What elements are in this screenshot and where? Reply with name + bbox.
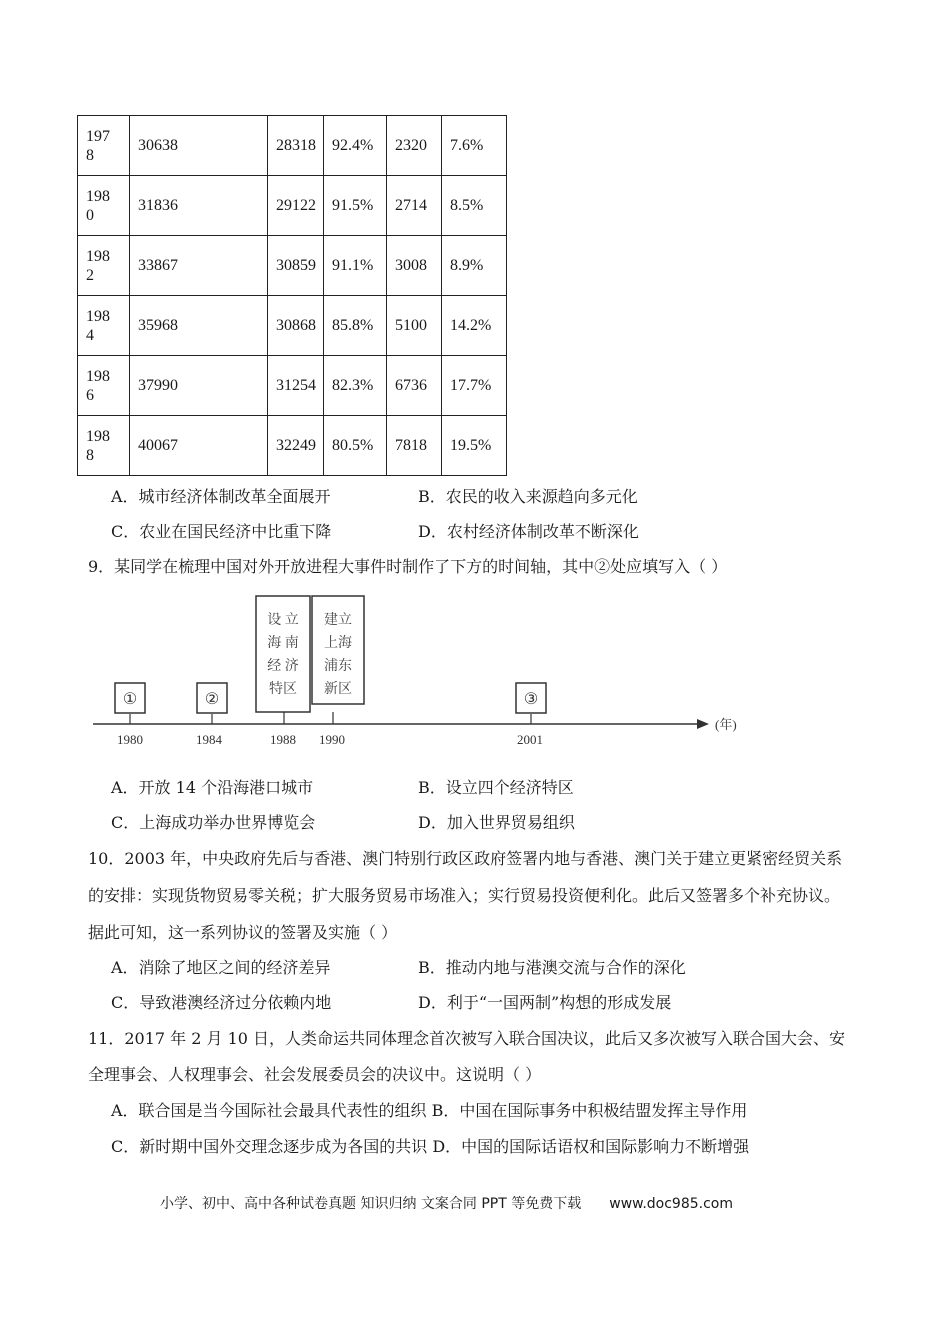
event-pudong-line-4: 新区 — [324, 682, 352, 697]
year-cell: 198 4 — [78, 296, 130, 356]
q9-option-c: C．上海成功举办世界博览会 — [111, 813, 316, 832]
table-row — [78, 176, 507, 236]
timeline-arrow — [697, 719, 709, 729]
total-cell: 35968 — [130, 296, 268, 356]
table-row — [78, 236, 507, 296]
percent-b-cell: 17.7% — [442, 356, 507, 416]
q10-option-c: C．导致港澳经济过分依赖内地 — [111, 993, 332, 1012]
percent-a-cell: 85.8% — [324, 296, 387, 356]
event-hainan-line-2: 海 南 — [267, 636, 299, 651]
q10-line-2: 的安排：实现货物贸易零关税；扩大服务贸易市场准入；实行贸易投资便利化。此后又签署多个补充协议。 — [88, 886, 841, 905]
percent-a-cell: 91.5% — [324, 176, 387, 236]
marker-3: ③ — [523, 691, 539, 708]
q11-options-ab: A．联合国是当今国际社会最具代表性的组织 B．中国在国际事务中积极结盟发挥主导作用 — [111, 1101, 748, 1120]
table-row — [78, 416, 507, 476]
value-b-cell: 6736 — [387, 356, 442, 416]
footer-text: 小学、初中、高中各种试卷真题 知识归纳 文案合同 PPT 等免费下载 — [160, 1196, 582, 1212]
table-row — [78, 116, 507, 176]
value-b-cell: 2320 — [387, 116, 442, 176]
year-1988: 1988 — [270, 732, 296, 747]
q8-option-b: B．农民的收入来源趋向多元化 — [418, 487, 638, 506]
event-pudong-line-2: 上海 — [324, 636, 352, 651]
q10-option-b: B．推动内地与港澳交流与合作的深化 — [418, 958, 686, 977]
table-row — [78, 356, 507, 416]
footer-url[interactable]: www.doc985.com — [609, 1196, 733, 1212]
value-a-cell: 30859 — [268, 236, 324, 296]
year-2001: 2001 — [517, 732, 543, 747]
event-pudong-line-1: 建立 — [324, 613, 352, 628]
total-cell: 40067 — [130, 416, 268, 476]
year-1990: 1990 — [319, 732, 345, 747]
q11-line-1: 11．2017 年 2 月 10 日，人类命运共同体理念首次被写入联合国决议，此后又多次被写入联合国大会、安 — [88, 1029, 846, 1048]
percent-b-cell: 7.6% — [442, 116, 507, 176]
q9-stem: 9．某同学在梳理中国对外开放进程大事件时制作了下方的时间轴，其中②处应填写入（ ） — [88, 557, 728, 576]
value-b-cell: 3008 — [387, 236, 442, 296]
value-b-cell: 5100 — [387, 296, 442, 356]
percent-b-cell: 8.9% — [442, 236, 507, 296]
value-a-cell: 30868 — [268, 296, 324, 356]
event-hainan-line-3: 经 济 — [267, 659, 299, 674]
q8-option-c: C．农业在国民经济中比重下降 — [111, 522, 332, 541]
percent-b-cell: 8.5% — [442, 176, 507, 236]
event-hainan-line-1: 设 立 — [267, 613, 299, 628]
value-a-cell: 32249 — [268, 416, 324, 476]
year-cell: 198 0 — [78, 176, 130, 236]
percent-a-cell: 82.3% — [324, 356, 387, 416]
total-cell: 33867 — [130, 236, 268, 296]
year-cell: 198 8 — [78, 416, 130, 476]
q10-line-3: 据此可知，这一系列协议的签署及实施（ ） — [88, 923, 398, 942]
timeline-figure — [85, 588, 765, 753]
event-pudong-line-3: 浦东 — [324, 659, 352, 674]
value-a-cell: 31254 — [268, 356, 324, 416]
total-cell: 37990 — [130, 356, 268, 416]
q11-options-cd: C．新时期中国外交理念逐步成为各国的共识 D．中国的国际话语权和国际影响力不断增强 — [111, 1137, 750, 1156]
q11-line-2: 全理事会、人权理事会、社会发展委员会的决议中。这说明（ ） — [88, 1065, 542, 1084]
timeline-unit: (年) — [715, 717, 737, 732]
q9-option-a: A．开放 14 个沿海港口城市 — [111, 778, 314, 797]
year-1980: 1980 — [117, 732, 143, 747]
year-cell: 197 8 — [78, 116, 130, 176]
value-a-cell: 29122 — [268, 176, 324, 236]
event-hainan-line-4: 特区 — [269, 682, 297, 697]
percent-a-cell: 92.4% — [324, 116, 387, 176]
year-cell: 198 2 — [78, 236, 130, 296]
q9-option-d: D．加入世界贸易组织 — [418, 813, 575, 832]
percent-b-cell: 19.5% — [442, 416, 507, 476]
q10-line-1: 10．2003 年，中央政府先后与香港、澳门特别行政区政府签署内地与香港、澳门关于建立更紧密经贸关系 — [88, 849, 843, 868]
q8-option-a: A．城市经济体制改革全面展开 — [111, 487, 331, 506]
year-cell: 198 6 — [78, 356, 130, 416]
table-row — [78, 296, 507, 356]
marker-1: ① — [122, 691, 138, 708]
q10-option-a: A．消除了地区之间的经济差异 — [111, 958, 331, 977]
value-b-cell: 7818 — [387, 416, 442, 476]
data-table — [77, 115, 507, 476]
value-b-cell: 2714 — [387, 176, 442, 236]
percent-a-cell: 80.5% — [324, 416, 387, 476]
q8-option-d: D．农村经济体制改革不断深化 — [418, 522, 639, 541]
total-cell: 30638 — [130, 116, 268, 176]
q10-option-d: D．利于“一国两制”构想的形成发展 — [418, 993, 672, 1012]
page-footer — [160, 1193, 733, 1213]
marker-2: ② — [204, 691, 220, 708]
q9-option-b: B．设立四个经济特区 — [418, 778, 574, 797]
total-cell: 31836 — [130, 176, 268, 236]
percent-a-cell: 91.1% — [324, 236, 387, 296]
percent-b-cell: 14.2% — [442, 296, 507, 356]
value-a-cell: 28318 — [268, 116, 324, 176]
year-1984: 1984 — [196, 732, 222, 747]
